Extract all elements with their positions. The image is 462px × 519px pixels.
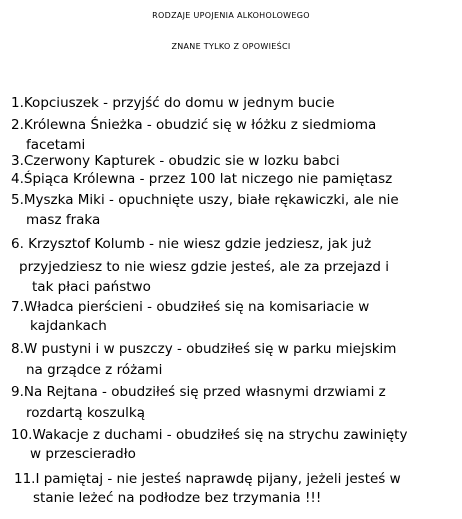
list-item-9-line-2: rozdartą koszulką bbox=[26, 405, 145, 421]
list-item-11-line-1: 11.I pamiętaj - nie jesteś naprawdę pijany, jeżeli jesteś w bbox=[14, 471, 401, 487]
list-item-7-line-2: kajdankach bbox=[30, 318, 107, 334]
title-line-2: ZNANE TYLKO Z OPOWIEŚCI bbox=[171, 42, 291, 51]
list-item-8-line-2: na grządce z różami bbox=[26, 362, 163, 378]
list-item-10-line-2: w przescieradło bbox=[30, 446, 136, 462]
list-item-6-line-1: 6. Krzysztof Kolumb - nie wiesz gdzie jedziesz, jak już bbox=[11, 236, 372, 252]
list-item-4-line-1: 4.Śpiąca Królewna - przez 100 lat niczego nie pamiętasz bbox=[11, 171, 393, 187]
list-item-5-line-1: 5.Myszka Miki - opuchnięte uszy, białe rękawiczki, ale nie bbox=[11, 192, 399, 208]
title-line-1: RODZAJE UPOJENIA ALKOHOLOWEGO bbox=[152, 11, 310, 20]
list-item-6-line-3: tak płaci państwo bbox=[32, 279, 151, 295]
list-item-2-line-1: 2.Królewna Śnieżka - obudzić się w łóżku z siedmioma bbox=[11, 117, 377, 133]
list-item-8-line-1: 8.W pustyni i w puszczy - obudziłeś się w parku miejskim bbox=[11, 341, 397, 357]
list-item-2-line-2: facetami bbox=[26, 137, 86, 153]
list-item-3-line-1: 3.Czerwony Kapturek - obudzic sie w lozku babci bbox=[11, 153, 340, 169]
list-item-1-line-1: 1.Kopciuszek - przyjść do domu w jednym bucie bbox=[11, 95, 335, 111]
list-item-6-line-2: przyjedziesz to nie wiesz gdzie jesteś, ale za przejazd i bbox=[19, 259, 390, 275]
list-item-11-line-2: stanie leżeć na podłodze bez trzymania !!! bbox=[33, 490, 322, 506]
list-item-5-line-2: masz fraka bbox=[26, 212, 101, 228]
list-item-9-line-1: 9.Na Rejtana - obudziłeś się przed własnymi drzwiami z bbox=[11, 384, 386, 400]
list-item-7-line-1: 7.Władca pierścieni - obudziłeś się na komisariacie w bbox=[11, 299, 370, 315]
list-item-10-line-1: 10.Wakacje z duchami - obudziłeś się na strychu zawinięty bbox=[11, 427, 408, 443]
